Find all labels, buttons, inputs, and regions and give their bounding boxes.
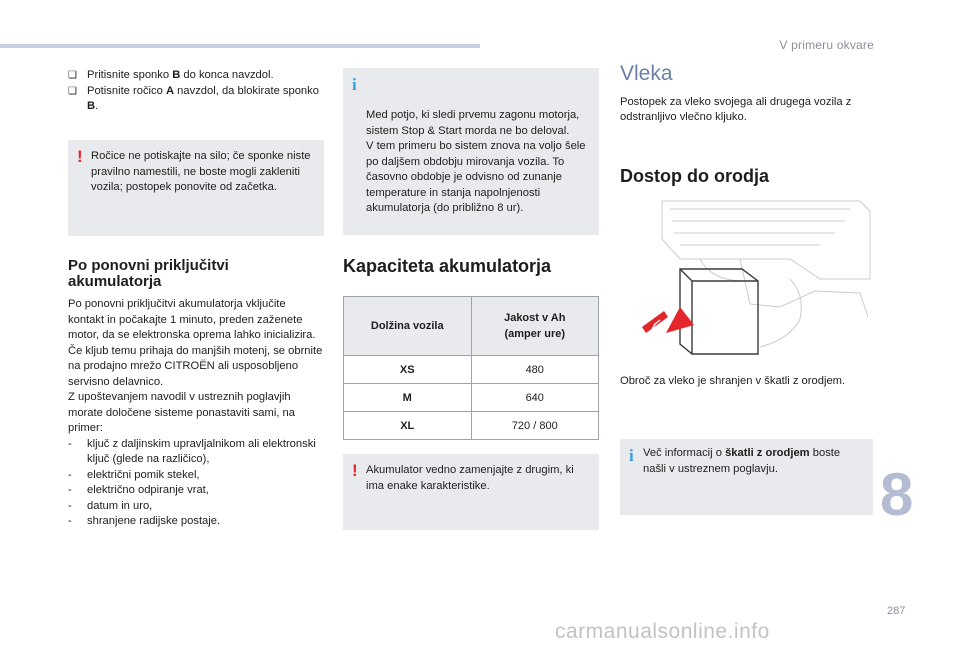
- table-cell: M: [344, 384, 472, 412]
- section-title: V primeru okvare: [779, 38, 874, 52]
- section-heading: Kapaciteta akumulatorja: [343, 256, 552, 276]
- watermark: carmanualsonline.info: [555, 620, 770, 643]
- paragraph: Če kljub temu prihaja do manjših motenj, se obrnite na prodajno mrežo CITROËN ali usposobljeno servisno delavnico.: [68, 344, 323, 388]
- step-item: ❑ Pritisnite sponko B do konca navzdol.: [68, 68, 324, 84]
- header-bar: [0, 44, 480, 48]
- section-title-tow: Vleka: [620, 62, 673, 85]
- tools-section: [620, 166, 874, 186]
- table-cell: 640: [471, 384, 599, 412]
- section-heading: Dostop do orodja: [620, 166, 769, 186]
- info-box: [620, 439, 873, 515]
- paragraph: Obroč za vleko je shranjen v škatli z orodjem.: [620, 375, 846, 387]
- warning-text: Ročice ne potiskajte na silo; če sponke niste pravilno namestili, ne boste mogli zakleniti vozila; postopek ponovite od začetka.: [91, 150, 311, 193]
- paragraph: Postopek za vleko svojega ali drugega vozila z odstranljivo vlečno kljuko.: [620, 95, 852, 123]
- info-icon: i: [352, 75, 357, 94]
- checkbox-icon: ❑: [68, 70, 77, 81]
- exclamation-icon: !: [352, 461, 358, 480]
- step-item: ❑ Potisnite ročico A navzdol, da blokirate sponko B.: [68, 84, 319, 112]
- page-number: 287: [887, 605, 906, 617]
- warning-box: [68, 140, 324, 236]
- table-cell: 720 / 800: [471, 412, 599, 440]
- table-row: [344, 384, 599, 412]
- list-item: - električno odpiranje vrat,: [68, 484, 209, 496]
- tool-box-illustration: [640, 199, 872, 355]
- section-heading: Po ponovni priključitvi akumulatorja: [68, 257, 229, 290]
- table-header-row: [344, 297, 599, 356]
- capacity-table: [343, 296, 599, 440]
- info-text: Med potjo, ki sledi prvemu zagonu motorja, sistem Stop & Start morda ne bo deloval. V tem primeru bo sistem znova na voljo šele po daljšem obdobju mirovanja vozila. To časovno obdobje je odvisno od zunanje temperature in stanja napolnjenosti akumulatorja (do približno 8 ur).: [366, 109, 586, 214]
- chapter-number: 8: [880, 461, 914, 528]
- info-icon: i: [629, 446, 634, 465]
- column-header: Jakost v Ah (amper ure): [471, 297, 599, 356]
- list-item: - ključ z daljinskim upravljalnikom ali elektronski ključ (glede na različico),: [68, 437, 316, 465]
- checkbox-icon: ❑: [68, 85, 77, 97]
- table-cell: XS: [344, 356, 472, 384]
- table-row: [344, 412, 599, 440]
- warning-box: [343, 454, 599, 530]
- paragraph: Z upoštevanjem navodil v ustreznih poglavjih morate določene sisteme ponastaviti sami, na primer:: [68, 391, 295, 434]
- info-text: Več informacij o škatli z orodjem boste našli v ustreznem poglavju.: [643, 447, 841, 475]
- info-box: [343, 68, 599, 235]
- capacity-section: [343, 256, 599, 276]
- list-item: - datum in uro,: [68, 499, 153, 512]
- table-cell: XL: [344, 412, 472, 440]
- list-item: - shranjene radijske postaje.: [68, 515, 221, 527]
- table-cell: 480: [471, 356, 599, 384]
- table-row: [344, 356, 599, 384]
- steps-block: [68, 68, 324, 115]
- tow-section: [620, 62, 874, 126]
- reconnect-section: [68, 258, 324, 530]
- list-item: - električni pomik stekel,: [68, 468, 200, 481]
- column-header: Dolžina vozila: [344, 297, 472, 356]
- exclamation-icon: !: [77, 147, 83, 166]
- warning-text: Akumulator vedno zamenjajte z drugim, ki ima enake karakteristike.: [366, 464, 574, 492]
- paragraph: Po ponovni priključitvi akumulatorja vključite kontakt in počakajte 1 minuto, preden zaženete motor, da se elektronska oprema lahko inicializira.: [68, 298, 316, 341]
